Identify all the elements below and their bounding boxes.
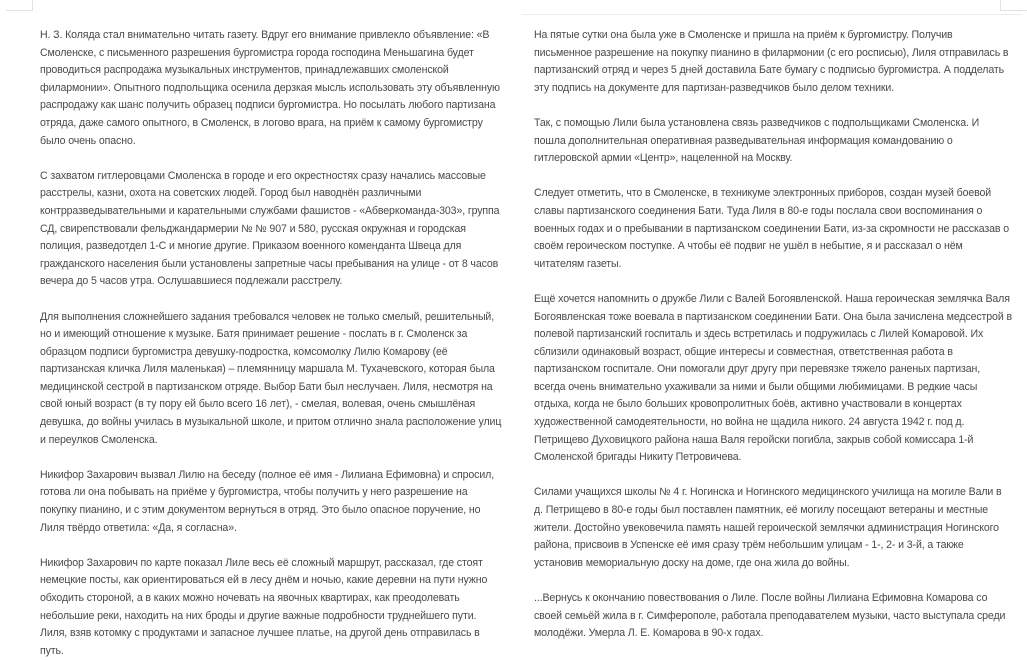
- paragraph: Для выполнения сложнейшего задания требовался человек не только смелый, решительный, но и имеющий отношение к музыке. Батя принимает решение - послать в г. Смоленск за образцом подписи бургомистра девушку-подростка, комсомолку Лилю Комарову (её партизанская кличка Лиля маленькая) – племянницу маршала М. Тухачевского, которая была медицинской сестрой в партизанском отряде. Выбор Бати был неслучаен. Лиля, несмотря на свой юный возраст (в ту пору ей было всего 16 лет), - смелая, волевая, очень смышлёная девушка, до войны училась в музыкальной школе, и притом отлично знала расположение улиц и переулков Смоленска.: [40, 310, 502, 446]
- paragraph: Следует отметить, что в Смоленске, в техникуме электронных приборов, создан музей боевой славы партизанского соединения Бати. Туда Лиля в 80-е годы послала свои воспоминания о военных годах и о пребывании в партизанском соединении Бати, из-за скромности не рассказав о своём героическом поступке. А чтобы её подвиг не ушёл в небытие, я и рассказал о нём читателям газеты.: [534, 187, 1009, 270]
- paragraph: На пятые сутки она была уже в Смоленске и пришла на приём к бургомистру. Получив письменное разрешение на покупку пианино в филармонии (с его росписью), Лиля отправилась в партизанский отряд и через 5 дней доставила Бате бумагу с подписью бургомистра. А подделать эту подпись на документе для партизан-разведчиков было делом техники.: [534, 29, 1009, 94]
- paragraph: Ещё хочется напомнить о дружбе Лили с Валей Богоявленской. Наша героическая землячка Валя Богоявленская тоже воевала в партизанском соединении Бати. Она была зачислена медсестрой в полевой партизанский госпиталь и здесь встретилась и подружилась с Лилей Комаровой. Их сблизили одинаковый возраст, общие интересы и совместная, ответственная работа в партизанском госпитале. Они помогали друг другу при перевязке тяжело раненых партизан, всегда очень внимательно ухаживали за ними и были общими любимицами. В редкие часы отдыха, когда не было больших кровопролитных боёв, активно участвовали в концертах художественной самодеятельности, но война не щадила никого. 24 августа 1942 г. под д. Петрищево Духовицкого района наша Валя геройски погибла, закрыв собой комиссара 1-й Смоленской бригады Никиту Петровичева.: [534, 292, 1012, 464]
- paragraph: Никифор Захарович по карте показал Лиле весь её сложный маршрут, рассказал, где стоят немецкие посты, как ориентироваться ей в лесу днём и ночью, какие деревни на пути нужно обходить стороной, а в каких можно ночевать на явочных квартирах, как преодолевать небольшие реки, находить на них броды и другие важные подробности труднейшего пути. Лиля, взяв котомку с продуктами и запасное лучшее платье, на другой день отправилась в путь.: [40, 556, 488, 657]
- left-text-column: [40, 27, 505, 660]
- paragraph: Никифор Захарович вызвал Лилю на беседу (полное её имя - Лилиана Ефимовна) и спросил, готова ли она побывать на приёме у бургомистра, чтобы получить у него разрешение на покупку пианино, и с этим документом вернуться в отряд. Это было опасное поручение, но Лиля твёрдо ответила: «Да, я согласна».: [40, 468, 495, 534]
- crop-mark: [1000, 0, 1027, 11]
- page-divider: [522, 14, 1022, 15]
- paragraph: С захватом гитлеровцами Смоленска в городе и его окрестностях сразу начались массовые расстрелы, казни, охота на советских людей. Город был наводнён различными контрразведывательными и карательными службами фашистов - «Абверкоманда-303», группа СД, свирепствовали фельджандармерии № № 907 и 580, русская окружная и городская полиция, разведотдел 1-С и многие другие. Приказом военного коменданта Швеца для гражданского населения были установлены запретные часы пребывания на улице - от 8 часов вечера до 5 часов утра. Ослушавшиеся подлежали расстрелу.: [40, 169, 500, 288]
- paragraph: ...Вернусь к окончанию повествования о Лиле. После войны Лилиана Ефимовна Комарова со своей семьёй жила в г. Симферополе, работала преподавателем музыки, часто выступала среди молодёжи. Умерла Л. Е. Комарова в 90-х годах.: [534, 592, 1006, 640]
- paragraph: Так, с помощью Лили была установлена связь разведчиков с подпольщиками Смоленска. И пошла дополнительная оперативная разведывательная информация командованию о гитлеровской армии «Центр», нацеленной на Москву.: [534, 116, 980, 165]
- paragraph: Н. З. Коляда стал внимательно читать газету. Вдруг его внимание привлекло объявление: «В Смоленске, с письменного разрешения бургомистра города господина Меньшагина будет проводиться распродажа музыкальных инструментов, принадлежавших смоленской филармонии». Опытного подпольщика осенила дерзкая мысль использовать эту объявленную распродажу как шанс получить образец подписи бургомистра. Но посылать любого партизана отряда, даже самого опытного, в Смоленск, в логово врага, на приём к самому бургомистру было очень опасно.: [40, 29, 500, 147]
- paragraph: Силами учащихся школы № 4 г. Ногинска и Ногинского медицинского училища на могиле Вали в д. Петрищево в 80-е годы был поставлен памятник, её могилу посещают ветераны и местные жители. Достойно увековечила память нашей героической землячки администрация Ногинского района, присвоив в Успенске её имя сразу трём небольшим улицам - 1-, 2- и 3-й, а также установив мемориальную доску на доме, где она жила до войны.: [534, 486, 1002, 569]
- right-page: [522, 0, 1027, 660]
- crop-mark: [6, 0, 33, 11]
- right-text-column: [534, 27, 1012, 643]
